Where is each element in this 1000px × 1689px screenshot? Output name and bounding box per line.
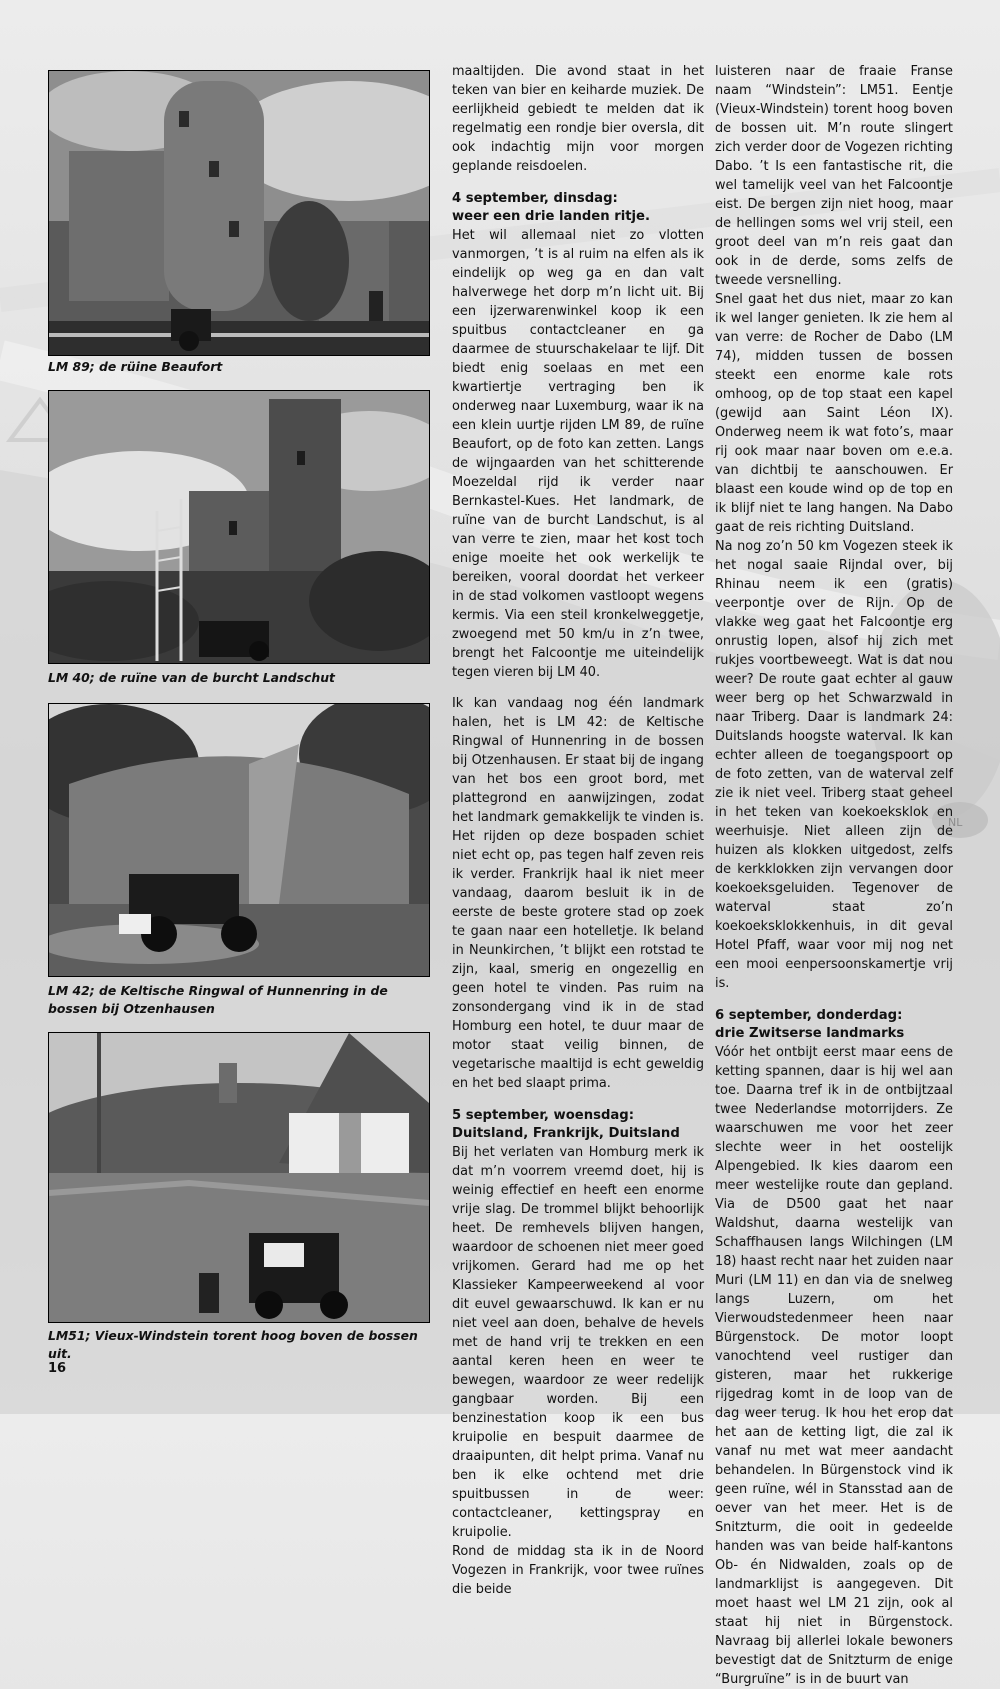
section-heading-sept-6: 6 september, donderdag: drie Zwitserse landmarks (715, 1008, 905, 1041)
nl-badge-text: NL (948, 816, 963, 829)
paragraph: Ik kan vandaag nog één landmark halen, het is LM 42: de Keltische Ringwal of Hunnenring in de bossen bij Otzenhausen. Er staat bij de ingang van het bos een groot bord, met plattegrond en aanwijzingen, zodat het landmark gemakkelijk te vinden is. Het rijden op deze bospaden schiet niet echt op, pas tegen half zeven reis ik verder. Frankrijk haal ik niet meer vandaag, daarom besluit ik in de eerste de beste grotere stad op zoek te gaan naar een hotelletje. Ik beland in Neunkirchen, ’t blijkt een rotstad te zijn, kaal, smerig en ongezellig en geen hotel te vinden. Pas ruim na zonsondergang vind ik in de stad Homburg een hotel, te duur maar de motor staat veilig binnen, de vegetarische maaltijd is echt geweldig en het bed slaapt prima. (452, 696, 704, 1091)
caption-photo-4: LM51; Vieux-Windstein torent hoog boven de bossen uit. (48, 1328, 418, 1361)
page-number: 16 (48, 1361, 67, 1376)
caption-photo-2: LM 40; de ruïne van de burcht Landschut (48, 670, 335, 685)
paragraph: Bij het verlaten van Homburg merk ik dat m’n voorrem vreemd doet, hij is weinig effectief en heeft een enorme vrije slag. De trommel blijkt behoorlijk heet. De remhevels blijven hangen, waardoor de schoenen niet meer goed vrijkomen. Gerard had me op het Klassieker Kampeerweekend al voor dit euvel gewaarschuwd. Ik kan er nu niet veel aan doen, behalve de hevels met de hand vrij te trekken en een aantal keren heen en weer te bewegen, waardoor ze weer redelijk gangbaar worden. Bij een benzinestation koop ik een bus kruipolie en bespuit daarmee de draaipunten, dit helpt prima. Vanaf nu ben ik elke ochtend met drie spuitbussen in de weer: contactcleaner, kettingspray en kruipolie. (452, 1145, 704, 1540)
caption-photo-3: LM 42; de Keltische Ringwal of Hunnenring in de bossen bij Otzenhausen (48, 983, 388, 1016)
article-column-1 (452, 62, 704, 1599)
paragraph: Vóór het ontbijt eerst maar eens de ketting spannen, daar is hij wel aan toe. Daarna tref ik in de ontbijtzaal twee Nederlandse motorrijders. Ze waarschuwen me voor het zeer slechte weer in het oostelijk Alpengebied. Ik kies daarom een meer westelijke route dan gepland. Via de D500 gaat het naar Waldshut, daarna westelijk van Schaffhausen langs Wilchingen (LM 18) haast recht naar het zuiden naar Muri (LM 11) en dan via de snelweg langs Luzern, om het Vierwoudstedenmeer heen naar Bürgenstock. De motor loopt vanochtend veel rustiger dan gisteren, maar het rukkerige rijgedrag komt in de loop van de dag weer terug. Ik hou het erop dat het aan de ketting ligt, die zal ik vanaf nu met wat meer aandacht behandelen. In Bürgenstock vind ik geen ruïne, wél in Stansstad aan de oever van het meer. Het is de Snitzturm, die ooit in gedeelde handen was van beide half-kantons Ob- én Nidwalden, zoals op de landmarklijst is aangegeven. Dit moet haast wel LM 21 zijn, ook al staat hij niet in Bürgenstock. Navraag bij allerlei lokale bewoners bevestigt dat de Snitzturm de enige “Burgruïne” is in de buurt van (715, 1045, 953, 1687)
article-column-2 (715, 62, 953, 1689)
section-heading-sept-4: 4 september, dinsdag: weer een drie landen ritje. (452, 191, 651, 224)
paragraph: luisteren naar de fraaie Franse naam “Windstein”: LM51. Eentje (Vieux-Windstein) torent hoog boven de bossen uit. M’n route slingert zich verder door de Vogezen richting Dabo. ’t Is een fantastische rit, die wel tamelijk veel van het Falcoontje eist. De bergen zijn niet hoog, maar de hellingen soms wel vrij steil, een groot deel van m’n reis gaat dan ook in de derde, soms zelfs de tweede versnelling. (715, 64, 953, 288)
paragraph: Na nog zo’n 50 km Vogezen steek ik het nogal saaie Rijndal over, bij Rhinau neem ik een (gratis) veerpontje over de Rijn. Op de vlakke weg gaat het Falcoontje erg onrustig lopen, alsof hij zich met rukjes voortbeweegt. Wat is dat nou weer? De route gaat echter al gauw weer berg op het Schwarzwald in naar Triberg. Daar is landmark 24: Duitslands hoogste waterval. Ik kan echter alleen de toegangspoort op de foto zetten, van de waterval zelf zie ik niet veel. Triberg staat geheel in het teken van koekoeksklok en weerhuisje. Niet alleen zijn de huizen als klokken uitgedost, zelfs de kerkklokken zijn vervangen door koekoeksgeluiden. Tegenover de waterval staat zo’n koekoeksklokkenhuis, in dit geval Hotel Pfaff, waar voor mij nog net een mooi eenpersoonskamertje vrij is. (715, 539, 953, 991)
photo-hunnenring (48, 703, 430, 977)
paragraph: Het wil allemaal niet zo vlotten vanmorgen, ’t is al ruim na elfen als ik eindelijk op weg ga en dan valt halverwege het dorp m’n licht uit. Bij een ijzerwarenwinkel koop ik een spuitbus contactcleaner en ga daarmee de stuurschakelaar te lijf. Dit biedt enig soelaas en met een kwartiertje vertraging ben ik onderweg naar Luxemburg, waar ik na een klein uurtje rijden LM 89, de ruïne Beaufort, op de foto kan zetten. Langs de wijngaarden van het schitterende Moezeldal rijd ik verder naar Bernkastel-Kues. Het landmark, de ruïne van de burcht Landschut, is al van verre te zien, maar het kost toch enige moeite het ook werkelijk te bereiken, vooral doordat het verkeer in de stad volkomen vastloopt wegens kermis. Via een steil kronkelweggetje, zwoegend met 50 km/u in z’n twee, brengt het Falcoontje me uiteindelijk tegen vieren bij LM 40. (452, 228, 704, 680)
paragraph: maaltijden. Die avond staat in het teken van bier en keiharde muziek. De eerlijkheid gebiedt te melden dat ik regelmatig een rondje bier oversla, dit ook indachtig mijn voor morgen geplande reisdoelen. (452, 64, 704, 174)
caption-photo-1: LM 89; de rüine Beaufort (48, 359, 223, 374)
section-heading-sept-5: 5 september, woensdag: Duitsland, Frankrijk, Duitsland (452, 1108, 680, 1141)
photo-beaufort-ruin (48, 70, 430, 356)
photo-landschut-ruin (48, 390, 430, 664)
photo-vieux-windstein (48, 1032, 430, 1323)
paragraph: Snel gaat het dus niet, maar zo kan ik wel langer genieten. Ik zie hem al van verre: de Rocher de Dabo (LM 74), midden tussen de bossen steekt een enorme kale rots omhoog, op de top staat een kapel (gewijd aan Saint Léon IX). Onderweg neem ik wat foto’s, maar rij ook maar naar boven om e.e.a. van dichtbij te aanschouwen. Er blaast een koude wind op de top en ik blijf niet te lang hangen. Na Dabo gaat de reis richting Duitsland. (715, 292, 953, 535)
paragraph: Rond de middag sta ik in de Noord Vogezen in Frankrijk, voor twee ruïnes die beide (452, 1544, 704, 1597)
